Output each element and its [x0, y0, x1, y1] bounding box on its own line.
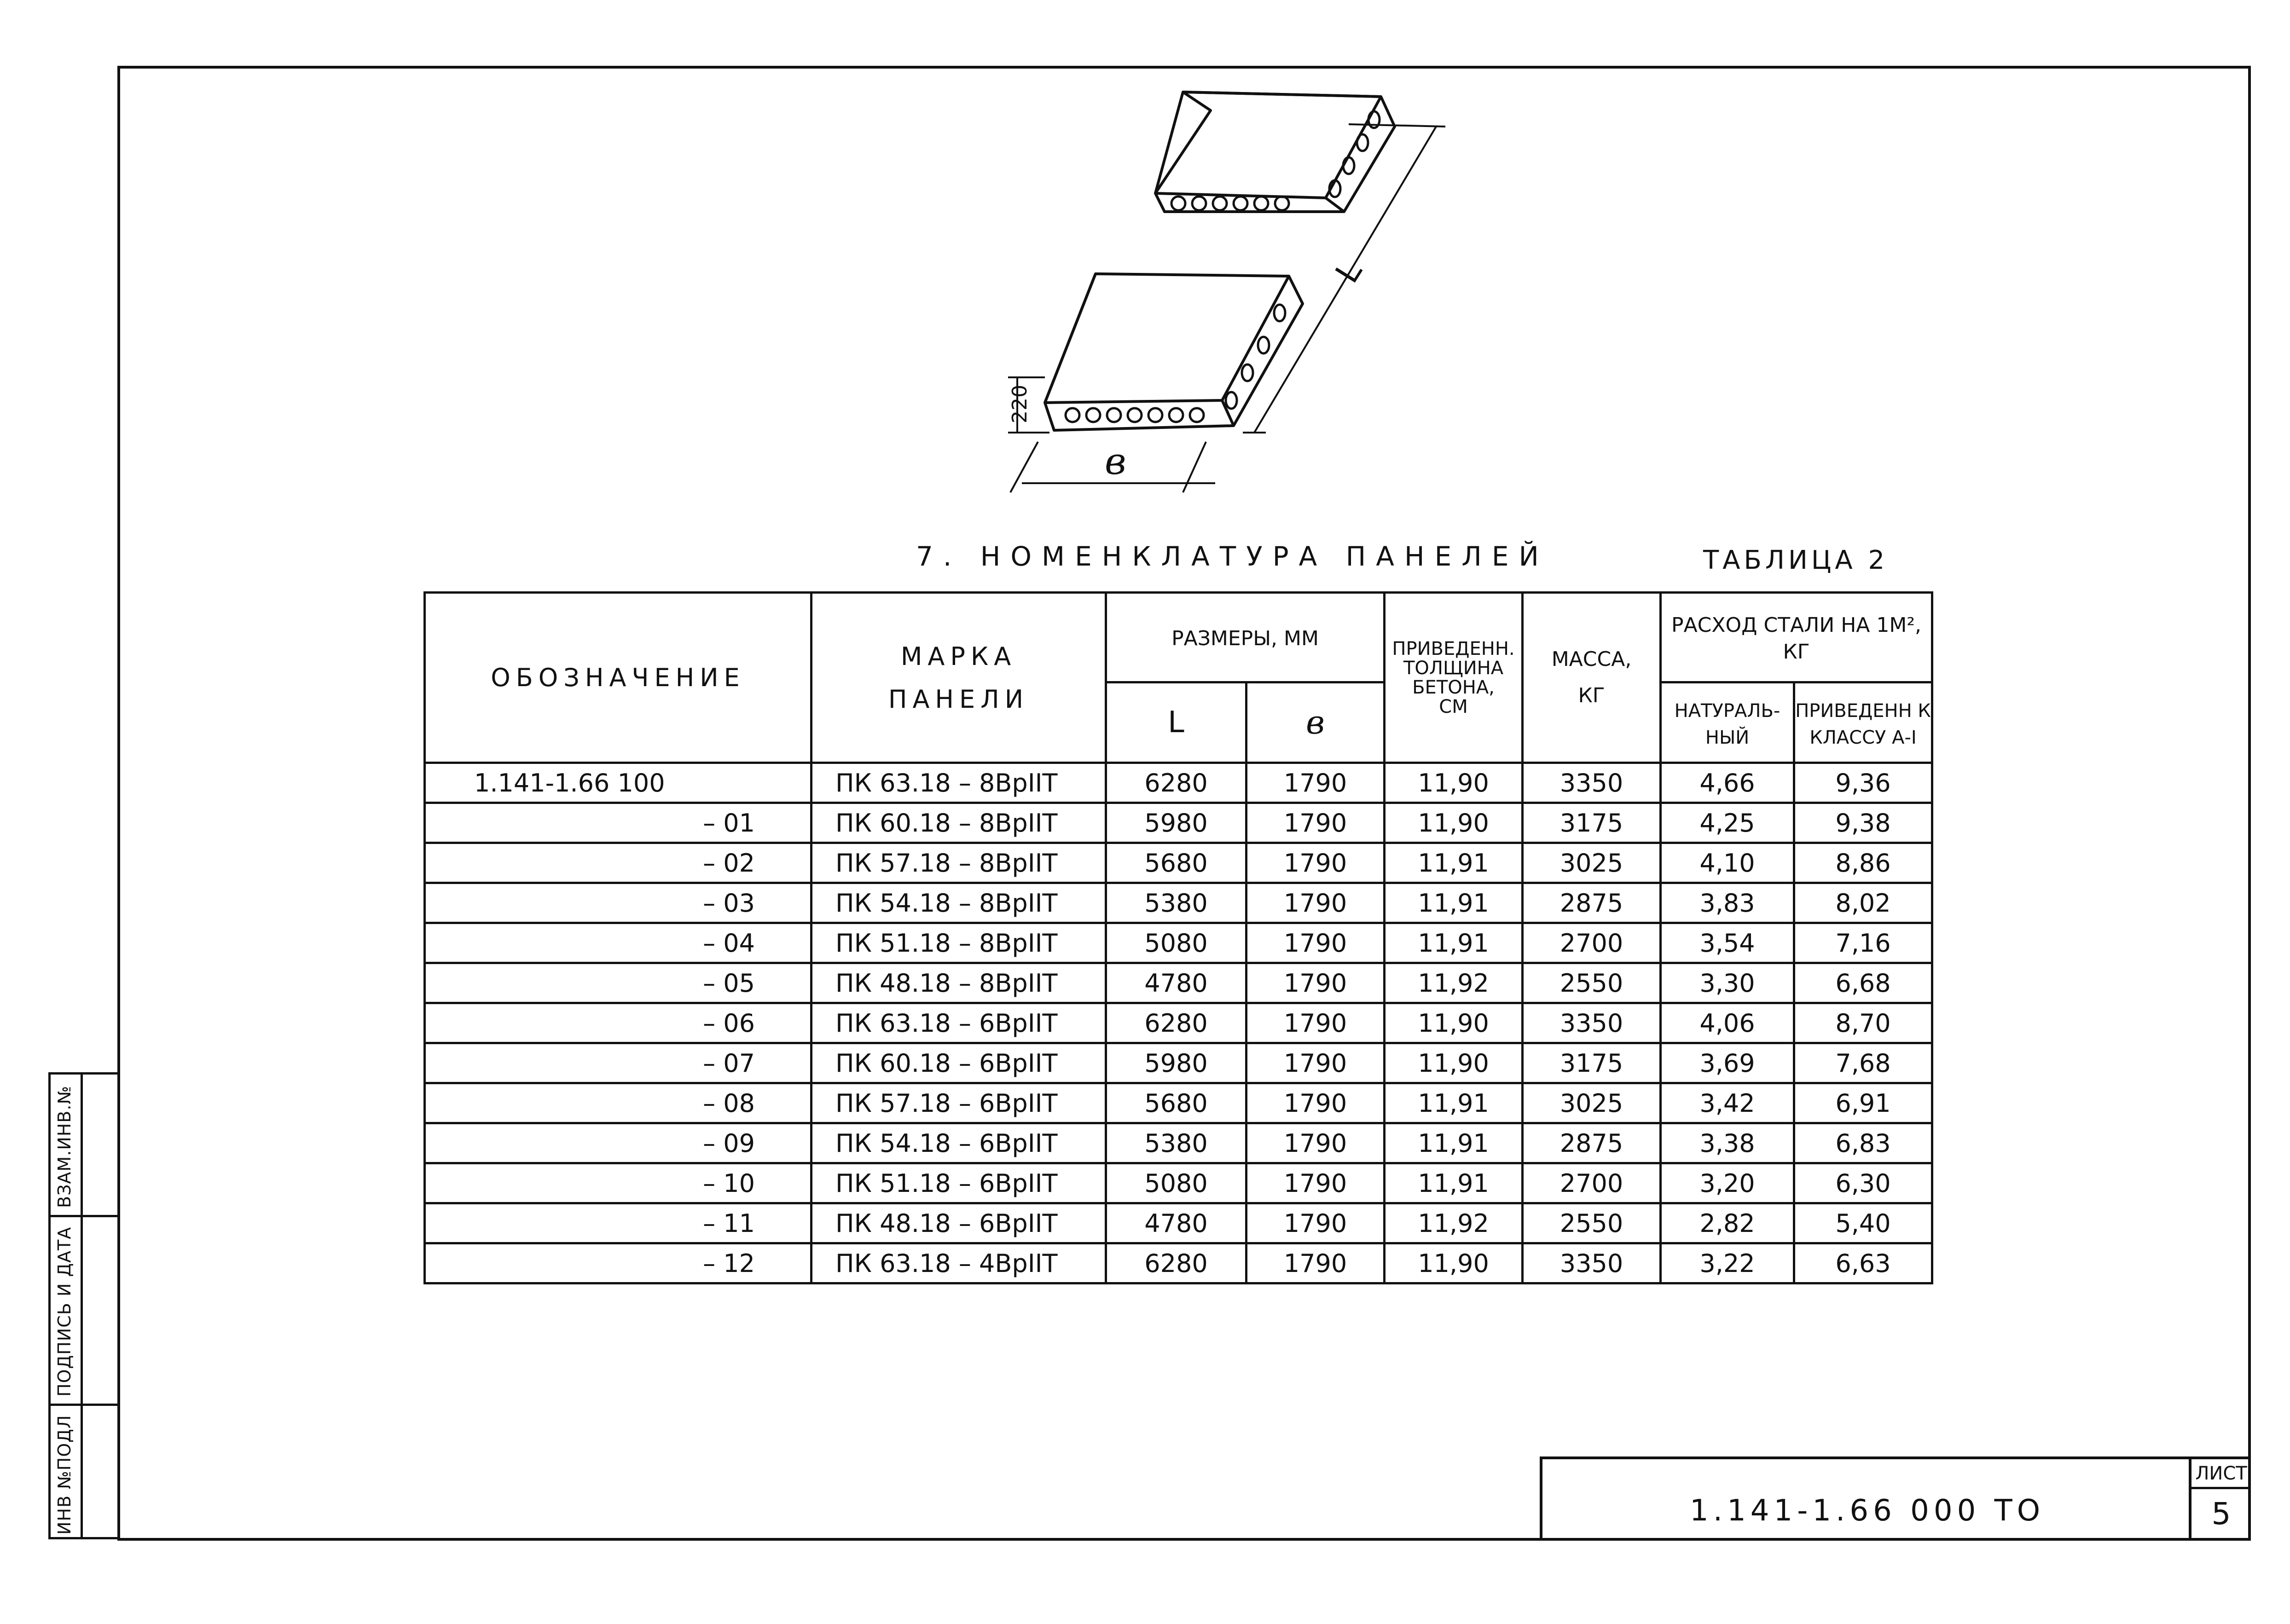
cell-mark: ПК 57.18 – 8ВрIIТ: [812, 843, 1106, 883]
cell-mark: ПК 54.18 – 8ВрIIТ: [812, 883, 1106, 923]
cell-thickness: 11,91: [1385, 1123, 1523, 1163]
cell-mark: ПК 60.18 – 6ВрIIТ: [812, 1043, 1106, 1083]
cell-mass: 2700: [1523, 1163, 1661, 1203]
strip-divider: [51, 1215, 120, 1217]
panel-isometric-drawing: [967, 83, 1473, 506]
cell-thickness: 11,91: [1385, 923, 1523, 963]
cell-natural: 3,54: [1661, 923, 1794, 963]
header-mark: МАРКА ПАНЕЛИ: [812, 593, 1106, 763]
header-steel-natural: НАТУРАЛЬ-НЫЙ: [1661, 682, 1794, 763]
table-caption: 7. НОМЕНКЛАТУРА ПАНЕЛЕЙ: [916, 541, 1549, 572]
cell-mark: ПК 48.18 – 8ВрIIТ: [812, 963, 1106, 1003]
nomenclature-table: [423, 591, 1933, 1284]
table-row: [425, 1243, 1932, 1283]
cell-mark: ПК 63.18 – 6ВрIIТ: [812, 1003, 1106, 1043]
length-dimension: L: [1328, 254, 1370, 290]
table-row: [425, 843, 1932, 883]
cell-mass: 2700: [1523, 923, 1661, 963]
cell-designation: – 02: [425, 843, 812, 883]
cell-thickness: 11,90: [1385, 1043, 1523, 1083]
cell-reduced: 6,30: [1794, 1163, 1932, 1203]
cell-natural: 4,10: [1661, 843, 1794, 883]
cell-thickness: 11,90: [1385, 803, 1523, 843]
cell-L: 5980: [1106, 1043, 1246, 1083]
cell-b: 1790: [1246, 1243, 1385, 1283]
table-row: [425, 963, 1932, 1003]
cell-thickness: 11,91: [1385, 1083, 1523, 1123]
replacement-inv-label: ВЗАМ.ИНВ.№: [54, 1086, 75, 1208]
cell-b: 1790: [1246, 803, 1385, 843]
cell-designation: – 09: [425, 1123, 812, 1163]
thickness-dimension: 220: [1008, 385, 1032, 423]
cell-mass: 2550: [1523, 963, 1661, 1003]
header-steel: РАСХОД СТАЛИ НА 1М², КГ: [1661, 593, 1932, 682]
table-row: [425, 1083, 1932, 1123]
cell-mass: 3350: [1523, 763, 1661, 803]
table-row: [425, 1203, 1932, 1243]
cell-L: 5680: [1106, 843, 1246, 883]
cell-mark: ПК 57.18 – 6ВрIIТ: [812, 1083, 1106, 1123]
cell-b: 1790: [1246, 1043, 1385, 1083]
cell-reduced: 9,36: [1794, 763, 1932, 803]
cell-natural: 4,66: [1661, 763, 1794, 803]
cell-mass: 3025: [1523, 1083, 1661, 1123]
cell-L: 5680: [1106, 1083, 1246, 1123]
cell-b: 1790: [1246, 1123, 1385, 1163]
cell-reduced: 7,16: [1794, 923, 1932, 963]
cell-natural: 3,38: [1661, 1123, 1794, 1163]
cell-L: 6280: [1106, 1003, 1246, 1043]
table-number: ТАБЛИЦА 2: [1703, 545, 1889, 575]
table-row: [425, 923, 1932, 963]
cell-natural: 3,83: [1661, 883, 1794, 923]
sheet-box: [2189, 1456, 2251, 1539]
cell-natural: 3,22: [1661, 1243, 1794, 1283]
cell-designation: – 08: [425, 1083, 812, 1123]
header-mass: МАССА, КГ: [1523, 593, 1661, 763]
document-code: 1.141-1.66 000 ТО: [1690, 1494, 2045, 1528]
strip-divider: [51, 1404, 120, 1406]
cell-mass: 3175: [1523, 1043, 1661, 1083]
cell-thickness: 11,92: [1385, 1203, 1523, 1243]
cell-thickness: 11,91: [1385, 843, 1523, 883]
cell-designation: – 06: [425, 1003, 812, 1043]
cell-L: 6280: [1106, 763, 1246, 803]
cell-reduced: 6,83: [1794, 1123, 1932, 1163]
cell-designation: – 03: [425, 883, 812, 923]
cell-mark: ПК 51.18 – 6ВрIIТ: [812, 1163, 1106, 1203]
header-size-L: L: [1106, 682, 1246, 763]
cell-b: 1790: [1246, 843, 1385, 883]
cell-designation: – 05: [425, 963, 812, 1003]
cell-b: 1790: [1246, 923, 1385, 963]
cell-reduced: 6,68: [1794, 963, 1932, 1003]
cell-mass: 2550: [1523, 1203, 1661, 1243]
table-row: [425, 803, 1932, 843]
cell-b: 1790: [1246, 1163, 1385, 1203]
cell-thickness: 11,91: [1385, 1163, 1523, 1203]
cell-thickness: 11,90: [1385, 1003, 1523, 1043]
cell-mark: ПК 63.18 – 8ВрIIТ: [812, 763, 1106, 803]
cell-mark: ПК 51.18 – 8ВрIIТ: [812, 923, 1106, 963]
cell-thickness: 11,92: [1385, 963, 1523, 1003]
cell-designation: – 10: [425, 1163, 812, 1203]
cell-b: 1790: [1246, 1083, 1385, 1123]
side-binding-strip: [48, 1072, 120, 1539]
cell-b: 1790: [1246, 883, 1385, 923]
signature-date-label: ПОДПИСЬ И ДАТА: [54, 1226, 75, 1397]
cell-designation: – 04: [425, 923, 812, 963]
cell-reduced: 8,02: [1794, 883, 1932, 923]
cell-designation: – 12: [425, 1243, 812, 1283]
cell-mass: 2875: [1523, 883, 1661, 923]
cell-thickness: 11,91: [1385, 883, 1523, 923]
cell-reduced: 5,40: [1794, 1203, 1932, 1243]
cell-natural: 2,82: [1661, 1203, 1794, 1243]
cell-mass: 3025: [1523, 843, 1661, 883]
header-thickness: ПРИВЕДЕНН. ТОЛЩИНА БЕТОНА, СМ: [1385, 593, 1523, 763]
width-dimension: в: [1105, 440, 1126, 483]
cell-natural: 4,25: [1661, 803, 1794, 843]
header-size-b: в: [1246, 682, 1385, 763]
table-row: [425, 1043, 1932, 1083]
cell-L: 4780: [1106, 1203, 1246, 1243]
table-row: [425, 763, 1932, 803]
cell-L: 4780: [1106, 963, 1246, 1003]
header-designation: ОБОЗНАЧЕНИЕ: [425, 593, 812, 763]
cell-mark: ПК 60.18 – 8ВрIIТ: [812, 803, 1106, 843]
table-row: [425, 1123, 1932, 1163]
cell-mark: ПК 63.18 – 4ВрIIТ: [812, 1243, 1106, 1283]
cell-L: 5980: [1106, 803, 1246, 843]
cell-b: 1790: [1246, 1003, 1385, 1043]
cell-reduced: 6,63: [1794, 1243, 1932, 1283]
cell-b: 1790: [1246, 963, 1385, 1003]
cell-b: 1790: [1246, 763, 1385, 803]
cell-mark: ПК 48.18 – 6ВрIIТ: [812, 1203, 1106, 1243]
cell-reduced: 8,70: [1794, 1003, 1932, 1043]
cell-reduced: 8,86: [1794, 843, 1932, 883]
cell-thickness: 11,90: [1385, 763, 1523, 803]
title-block: [1540, 1456, 2189, 1539]
cell-L: 6280: [1106, 1243, 1246, 1283]
cell-designation: 1.141-1.66 100: [425, 763, 812, 803]
cell-natural: 3,69: [1661, 1043, 1794, 1083]
cell-natural: 3,20: [1661, 1163, 1794, 1203]
cell-designation: – 11: [425, 1203, 812, 1243]
cell-natural: 3,42: [1661, 1083, 1794, 1123]
cell-thickness: 11,90: [1385, 1243, 1523, 1283]
cell-mass: 2875: [1523, 1123, 1661, 1163]
cell-designation: – 07: [425, 1043, 812, 1083]
cell-b: 1790: [1246, 1203, 1385, 1243]
cell-designation: – 01: [425, 803, 812, 843]
cell-reduced: 9,38: [1794, 803, 1932, 843]
cell-L: 5080: [1106, 1163, 1246, 1203]
cell-mark: ПК 54.18 – 6ВрIIТ: [812, 1123, 1106, 1163]
cell-reduced: 6,91: [1794, 1083, 1932, 1123]
header-sizes: РАЗМЕРЫ, ММ: [1106, 593, 1385, 682]
cell-mass: 3350: [1523, 1243, 1661, 1283]
table-row: [425, 883, 1932, 923]
inv-original-label: ИНВ №ПОДЛ: [54, 1415, 75, 1535]
cell-reduced: 7,68: [1794, 1043, 1932, 1083]
table-row: [425, 1003, 1932, 1043]
cell-mass: 3350: [1523, 1003, 1661, 1043]
cell-mass: 3175: [1523, 803, 1661, 843]
cell-natural: 3,30: [1661, 963, 1794, 1003]
cell-natural: 4,06: [1661, 1003, 1794, 1043]
sheet-label: ЛИСТ: [2191, 1463, 2251, 1489]
cell-L: 5080: [1106, 923, 1246, 963]
cell-L: 5380: [1106, 883, 1246, 923]
sheet-number: 5: [2211, 1496, 2231, 1532]
header-steel-reduced: ПРИВЕДЕНН К КЛАССУ А-I: [1794, 682, 1932, 763]
table-row: [425, 1163, 1932, 1203]
cell-L: 5380: [1106, 1123, 1246, 1163]
